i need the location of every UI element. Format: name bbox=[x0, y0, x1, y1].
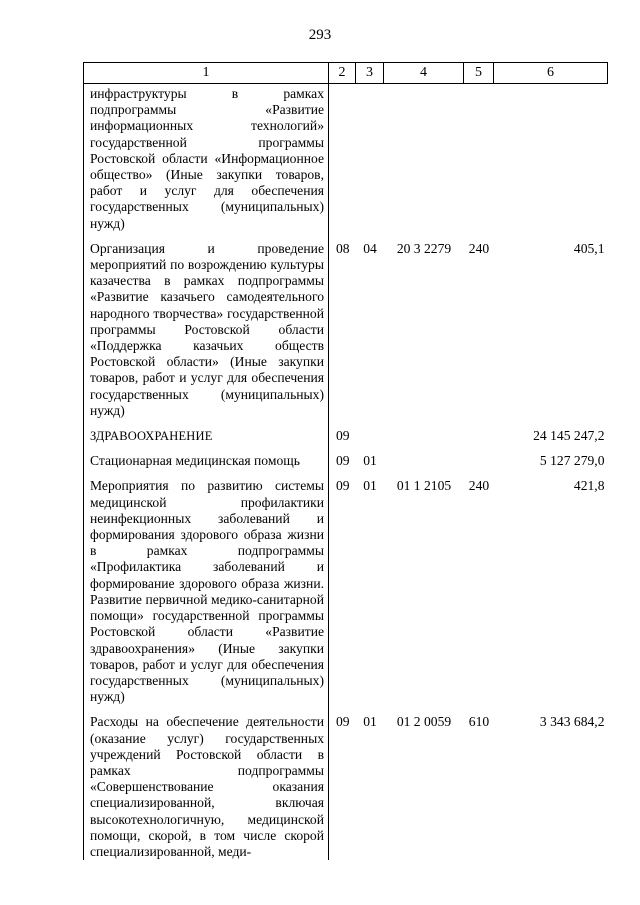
table-row bbox=[84, 419, 608, 444]
row-subsection: 01 bbox=[363, 453, 377, 469]
row-name: Стационарная медицинская помощь bbox=[84, 444, 329, 469]
row-section: 09 bbox=[335, 478, 350, 494]
row-subsection: 01 bbox=[363, 714, 377, 730]
table-row bbox=[84, 469, 608, 705]
row-name: ЗДРАВООХРАНЕНИЕ bbox=[84, 419, 329, 444]
row-section: 09 bbox=[335, 714, 350, 730]
row-section: 09 bbox=[335, 428, 350, 444]
row-section: 08 bbox=[335, 240, 350, 256]
row-amount: 5 127 279,0 bbox=[539, 453, 605, 469]
row-target-code bbox=[384, 444, 464, 469]
table-row bbox=[84, 232, 608, 419]
row-section bbox=[329, 84, 356, 232]
row-target-code bbox=[384, 419, 464, 444]
row-section: 09 bbox=[335, 453, 350, 469]
row-target-code: 01 1 2105 bbox=[396, 478, 452, 494]
column-header: 4 bbox=[384, 63, 464, 84]
row-subsection bbox=[356, 84, 384, 232]
column-header: 1 bbox=[84, 63, 329, 84]
row-expense-type bbox=[464, 444, 494, 469]
column-header: 3 bbox=[356, 63, 384, 84]
budget-table bbox=[83, 62, 608, 860]
row-expense-type: 240 bbox=[468, 240, 490, 256]
table-row bbox=[84, 705, 608, 860]
column-header: 6 bbox=[494, 63, 608, 84]
row-expense-type bbox=[464, 419, 494, 444]
row-expense-type: 240 bbox=[468, 478, 490, 494]
row-amount bbox=[494, 84, 608, 232]
row-amount: 421,8 bbox=[573, 478, 605, 494]
row-amount: 24 145 247,2 bbox=[533, 428, 605, 444]
column-header: 2 bbox=[329, 63, 356, 84]
row-expense-type bbox=[464, 84, 494, 232]
row-target-code: 20 3 2279 bbox=[396, 240, 452, 256]
row-expense-type: 610 bbox=[468, 714, 490, 730]
page-number: 293 bbox=[308, 27, 332, 43]
table-header-row bbox=[84, 63, 608, 84]
column-header: 5 bbox=[464, 63, 494, 84]
row-name: Организация и проведение мероприятий по возрождению культуры казачества в рамках подпрограммы «Развитие казачьего самодеятельного народного творчества» государственной программы Ростовской области «Поддержка казачьих обществ Ростовской области» (Иные закупки товаров, работ и услуг для обеспечения государственных (муниципальных) нужд) bbox=[84, 232, 329, 419]
row-subsection: 01 bbox=[363, 478, 377, 494]
row-name: инфраструктуры в рамках подпрограммы «Развитие информационных технологий» государственной программы Ростовской области «Информационное общество» (Иные закупки товаров, работ и услуг для обеспечения государственных (муниципальных) нужд) bbox=[84, 84, 329, 232]
row-name: Расходы на обеспечение деятельности (оказание услуг) государственных учреждений Ростовской области в рамках подпрограммы «Совершенствование оказания специализированной, включая высокотехнологичную, медицинской помощи, скорой, в том числе скорой специализированной, меди- bbox=[84, 705, 329, 860]
row-subsection bbox=[356, 419, 384, 444]
table-row bbox=[84, 84, 608, 232]
row-name: Мероприятия по развитию системы медицинской профилактики неинфекционных заболеваний и формирования здорового образа жизни в рамках подпрограммы «Профилактика заболеваний и формирование здорового образа жизни. Развитие первичной медико-санитарной помощи» государственной программы Ростовской области «Развитие здравоохранения» (Иные закупки товаров, работ и услуг для обеспечения государственных (муниципальных) нужд) bbox=[84, 469, 329, 705]
table-row bbox=[84, 444, 608, 469]
row-amount: 405,1 bbox=[573, 240, 605, 256]
row-amount: 3 343 684,2 bbox=[539, 714, 605, 730]
row-subsection: 04 bbox=[363, 240, 377, 256]
row-target-code: 01 2 0059 bbox=[396, 714, 452, 730]
row-target-code bbox=[384, 84, 464, 232]
